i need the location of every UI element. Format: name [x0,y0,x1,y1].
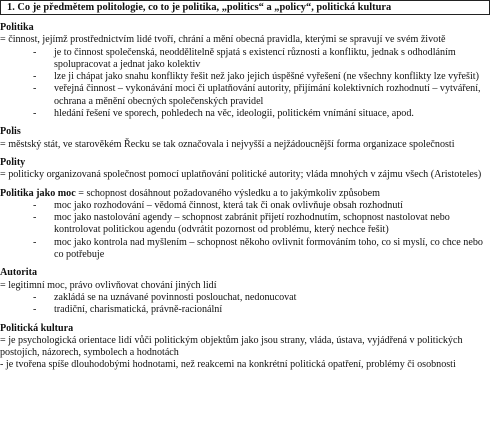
section-politika-jako-moc [0,188,488,262]
term-definition: = činnost, jejímž prostřednictvím lidé tvoří, chrání a mění obecná pravidla, kterými se spravují ve svém životě [0,34,446,46]
list-item-text: veřejná činnost – vykonávání moci či uplatňování autority, přijímání kolektivních rozhodnutí – vytváření, ochrana a měnění obecných společenských pravidel [54,83,481,107]
dash-marker: - [33,83,37,95]
term-title: Politická kultura [0,322,74,334]
dash-marker: - [33,291,37,303]
list-item-text: je to činnost společenská, neoddělitelně spjatá s existencí různosti a konfliktu, jednak s odhodláním spolupracovat a jednat jako kolektiv [54,46,456,70]
list-item [0,83,488,108]
term-title: Politika jako moc [0,187,76,199]
heading-text: Co je předmětem politologie, co to je politika, „politics“ a „policy“, politická kultura [17,2,392,13]
section-polity [0,157,488,182]
list-item-text: tradiční, charismatická, právně-racionální [54,304,223,316]
term-definition: = politicky organizovaná společnost pomocí uplatňování politické autority; vláda mnohých v zájmu všech (Aristoteles) [0,169,482,181]
dash-marker: - [33,71,37,83]
section-heading [0,0,490,15]
list-item [0,304,488,316]
list-item [0,237,488,262]
bullet-list [0,200,488,261]
dash-marker: - [33,199,37,211]
dash-marker: - [33,304,37,316]
list-item [0,212,488,237]
list-item-text: lze ji chápat jako snahu konflikty řešit než jako jejich úspěšné vyřešení (ne všechny konflikty lze vyřešit) [54,71,479,83]
list-item [0,47,488,72]
section-politika [0,22,488,120]
list-item-text: moc jako rozhodování – vědomá činnost, která tak či onak ovlivňuje obsah rozhodnutí [54,199,403,211]
dash-marker: - [33,46,37,58]
term-title: Polis [0,126,21,138]
term-definition: = je psychologická orientace lidí vůči politickým objektům jako jsou strany, vláda, ústava, vyjádřená v politických postojích, názorech, symbolech a hodnotách [0,334,463,359]
list-item [0,200,488,212]
term-definition: = schopnost dosáhnout požadovaného výsledku a to jakýmkoliv způsobem [78,187,380,199]
list-item [0,71,488,83]
dash-marker: - [33,108,37,120]
list-item [0,108,488,120]
section-autorita [0,267,488,316]
term-definition: = legitimní moc, právo ovlivňovat chování jiných lidí [0,279,217,291]
section-polis [0,126,488,151]
bullet-list [0,47,488,121]
heading-number: 1. [7,2,15,13]
dash-marker: - [33,236,37,248]
term-title: Autorita [0,267,38,279]
bullet-list [0,292,488,317]
list-item-text: moc jako kontrola nad myšlením – schopnost někoho ovlivnit formováním toho, co si myslí, co chce nebo co potřebuje [54,236,483,261]
list-item-text: hledání řešení ve sporech, pohledech na věc, ideologii, politickém vnímání situace, apod. [54,108,414,120]
term-title: Politika [0,22,34,33]
section-politicka-kultura [0,323,488,372]
list-item-text: moc jako nastolování agendy – schopnost zabránit přijetí rozhodnutím, schopnost nastolovat nebo kontrolovat politickou agendu (odvrátit pozornost od problému, který nechce řešit) [54,212,450,236]
term-extra-note: - je tvořena spíše dlouhodobými hodnotami, než reakcemi na konkrétní politická opatření, problémy či osobnosti [0,359,456,371]
term-definition: = městský stát, ve starověkém Řecku se tak označovala i nejvyšší a nejžádoucnější forma organizace společnosti [0,138,455,150]
dash-marker: - [33,212,37,224]
list-item [0,292,488,304]
term-with-definition [0,188,488,200]
list-item-text: zakládá se na uznávané povinnosti poslouchat, nedonucovat [54,291,297,303]
term-title: Polity [0,156,26,168]
document-body [0,22,488,378]
